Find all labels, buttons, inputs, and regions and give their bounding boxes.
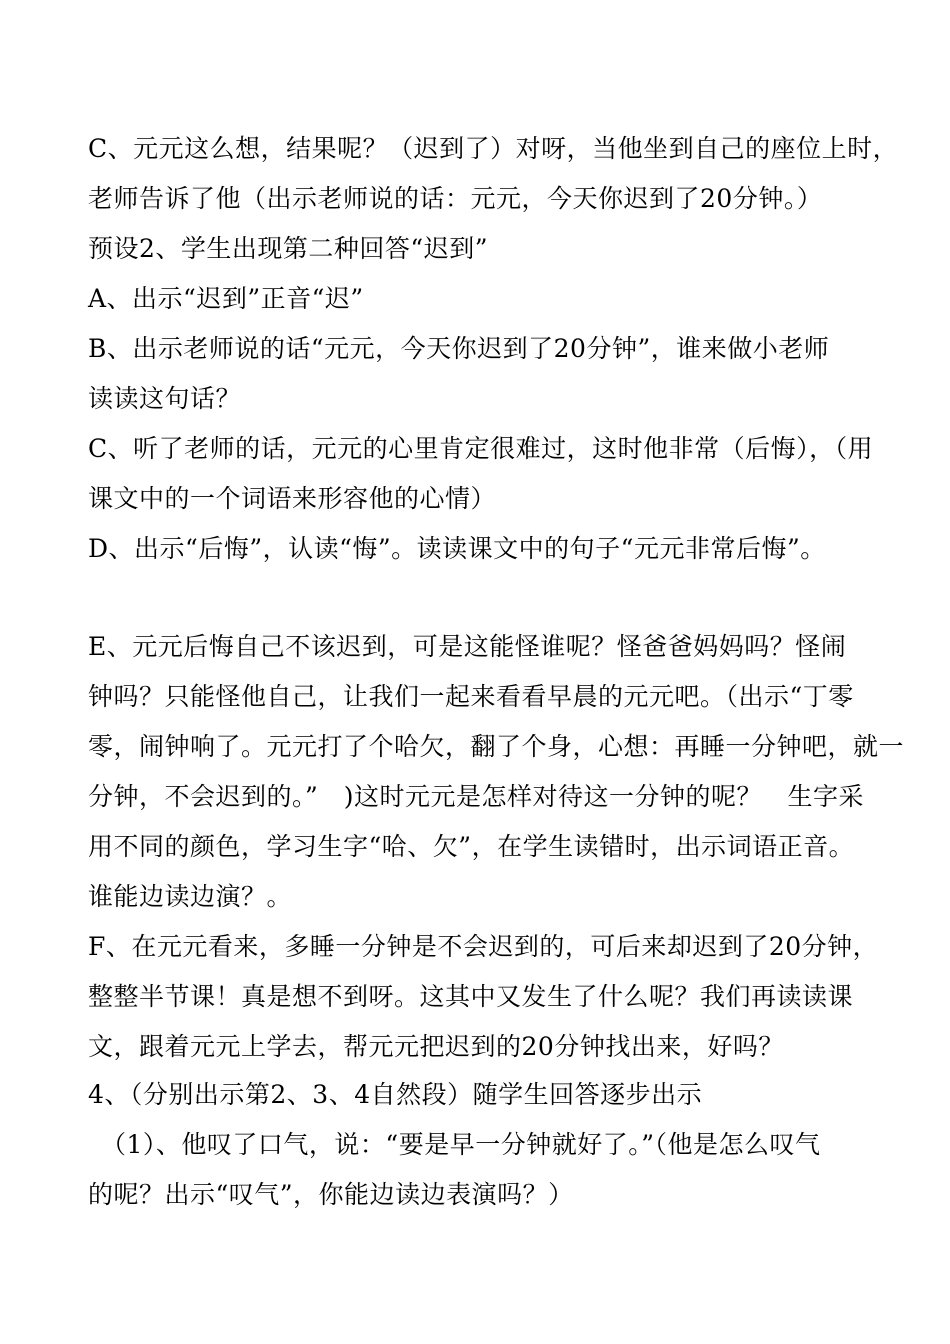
text-line: 分钟，不会迟到的。” )这时元元是怎样对待这一分钟的呢？ 生字采 (88, 782, 865, 811)
text-line: 整整半节课！真是想不到呀。这其中又发生了什么呢？我们再读读课 (88, 982, 854, 1011)
text-line: E、元元后悔自己不该迟到，可是这能怪谁呢？怪爸爸妈妈吗？怪闹 (88, 632, 847, 661)
text-line: 老师告诉了他（出示老师说的话：元元，今天你迟到了20分钟。） (88, 184, 823, 213)
text-line: 4、（分别出示第2、3、4自然段）随学生回答逐步出示 (88, 1080, 703, 1109)
text-line: C、元元这么想，结果呢？（迟到了）对呀，当他坐到自己的座位上时， (88, 134, 899, 163)
text-line: 预设2、学生出现第二种回答“迟到” (88, 234, 488, 263)
text-line: F、在元元看来，多睡一分钟是不会迟到的，可后来却迟到了20分钟， (88, 932, 879, 961)
text-line: 用不同的颜色，学习生字“哈、欠”，在学生读错时，出示词语正音。 (88, 832, 855, 861)
text-line: 零，闹钟响了。元元打了个哈欠，翻了个身，心想：再睡一分钟吧，就一 (88, 732, 905, 761)
text-line: 钟吗？只能怪他自己，让我们一起来看看早晨的元元吧。（出示“丁零 (88, 682, 854, 711)
text-line: 课文中的一个词语来形容他的心情） (88, 484, 497, 513)
text-line: 文，跟着元元上学去，帮元元把迟到的20分钟找出来，好吗？ (88, 1032, 784, 1061)
text-line: A、出示“迟到”正音“迟” (88, 284, 364, 313)
text-line: B、出示老师说的话“元元，今天你迟到了20分钟”，谁来做小老师 (88, 334, 830, 363)
text-line: 读读这句话？ (88, 384, 242, 413)
text-line: 谁能边读边演？。 (88, 882, 293, 911)
text-line: D、出示“后悔”，认读“悔”。读读课文中的句子“元元非常后悔”。 (88, 534, 826, 563)
text-line: 的呢？出示“叹气”，你能边读边表演吗？） (88, 1180, 574, 1209)
text-line: C、听了老师的话，元元的心里肯定很难过，这时他非常（后悔），（用 (88, 434, 874, 463)
text-line: （1）、他叹了口气，说：“要是早一分钟就好了。”（他是怎么叹气 (88, 1130, 821, 1159)
